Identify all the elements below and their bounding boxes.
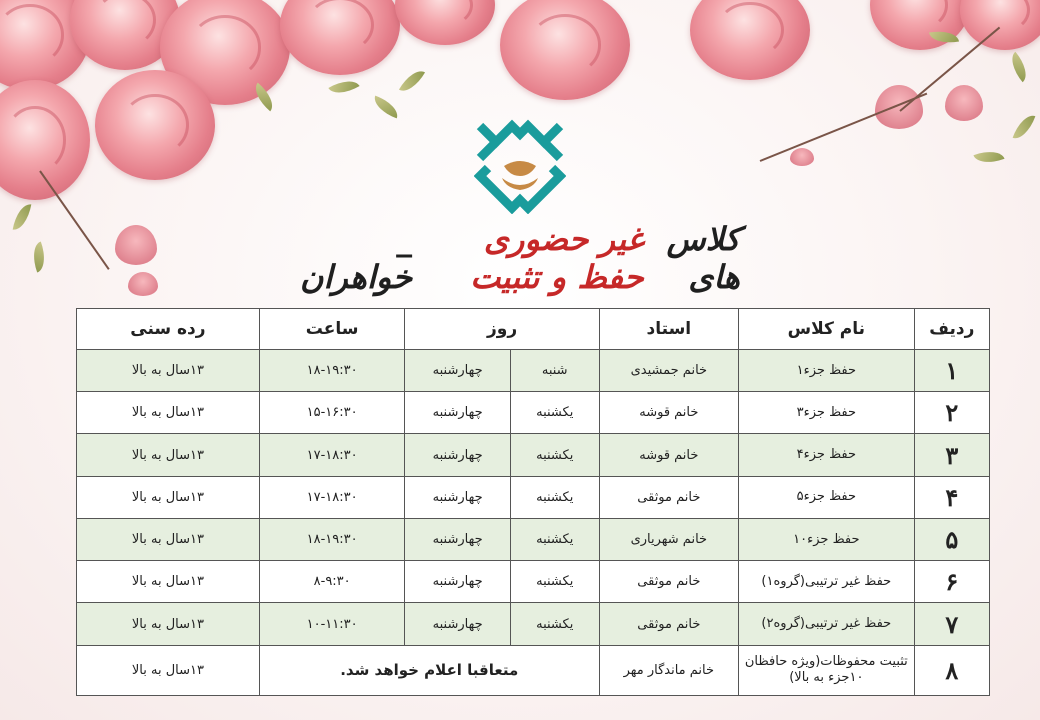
table-row — [77, 603, 990, 645]
table-row — [77, 476, 990, 518]
teacher-name: خانم موثقی — [599, 476, 738, 518]
table-row — [77, 434, 990, 476]
class-time: ۱۰-۱۱:۳۰ — [259, 603, 405, 645]
title-part-classes: کلاس های — [666, 220, 740, 296]
class-name: حفظ جزء۴ — [739, 434, 915, 476]
class-name: تثبیت محفوظات(ویژه حافظان ۱۰جزء به بالا) — [739, 645, 915, 695]
schedule-announcement: متعاقبا اعلام خواهد شد. — [259, 645, 599, 695]
class-name: حفظ غیر ترتیبی(گروه۲) — [739, 603, 915, 645]
class-time: ۱۸-۱۹:۳۰ — [259, 518, 405, 560]
class-name: حفظ جزء۱۰ — [739, 518, 915, 560]
row-number: ۸ — [914, 645, 989, 695]
teacher-name: خانم قوشه — [599, 434, 738, 476]
table-header-row — [77, 309, 990, 350]
row-number: ۶ — [914, 561, 989, 603]
header-teacher: استاد — [599, 309, 738, 350]
class-name: حفظ جزء۵ — [739, 476, 915, 518]
row-number: ۵ — [914, 518, 989, 560]
row-number: ۲ — [914, 392, 989, 434]
class-time: ۱۸-۱۹:۳۰ — [259, 350, 405, 392]
day-second: چهارشنبه — [405, 434, 510, 476]
class-time: ۱۷-۱۸:۳۰ — [259, 476, 405, 518]
day-first: یکشنبه — [510, 434, 599, 476]
class-time: ۸-۹:۳۰ — [259, 561, 405, 603]
day-first: یکشنبه — [510, 392, 599, 434]
table-row — [77, 518, 990, 560]
teacher-name: خانم قوشه — [599, 392, 738, 434]
day-second: چهارشنبه — [405, 392, 510, 434]
teacher-name: خانم جمشیدی — [599, 350, 738, 392]
age-group: ۱۳سال به بالا — [77, 476, 260, 518]
day-second: چهارشنبه — [405, 476, 510, 518]
class-name: حفظ جزء۳ — [739, 392, 915, 434]
table-row — [77, 350, 990, 392]
day-first: یکشنبه — [510, 603, 599, 645]
day-second: چهارشنبه — [405, 350, 510, 392]
row-number: ۷ — [914, 603, 989, 645]
teacher-name: خانم ماندگار مهر — [599, 645, 738, 695]
page-title — [300, 220, 740, 296]
header-class-name: نام کلاس — [739, 309, 915, 350]
teacher-name: خانم شهریاری — [599, 518, 738, 560]
institute-logo — [474, 118, 566, 214]
day-first: یکشنبه — [510, 476, 599, 518]
row-number: ۱ — [914, 350, 989, 392]
class-name: حفظ غیر ترتیبی(گروه۱) — [739, 561, 915, 603]
day-first: شنبه — [510, 350, 599, 392]
teacher-name: خانم موثقی — [599, 561, 738, 603]
class-time: ۱۷-۱۸:۳۰ — [259, 434, 405, 476]
age-group: ۱۳سال به بالا — [77, 434, 260, 476]
table-row — [77, 392, 990, 434]
age-group: ۱۳سال به بالا — [77, 603, 260, 645]
age-group: ۱۳سال به بالا — [77, 392, 260, 434]
header-age-group: رده سنی — [77, 309, 260, 350]
day-first: یکشنبه — [510, 561, 599, 603]
table-row — [77, 561, 990, 603]
row-number: ۳ — [914, 434, 989, 476]
title-part-program: غیر حضوری حفظ و تثبیت — [470, 220, 644, 296]
day-second: چهارشنبه — [405, 561, 510, 603]
age-group: ۱۳سال به بالا — [77, 518, 260, 560]
class-schedule-table — [76, 308, 990, 696]
header-day: روز — [405, 309, 599, 350]
header-time: ساعت — [259, 309, 405, 350]
class-name: حفظ جزء۱ — [739, 350, 915, 392]
header-row-number: ردیف — [914, 309, 989, 350]
age-group: ۱۳سال به بالا — [77, 561, 260, 603]
table-row — [77, 645, 990, 695]
teacher-name: خانم موثقی — [599, 603, 738, 645]
day-second: چهارشنبه — [405, 518, 510, 560]
age-group: ۱۳سال به بالا — [77, 350, 260, 392]
title-part-sisters: _ خواهران — [300, 220, 413, 296]
class-time: ۱۵-۱۶:۳۰ — [259, 392, 405, 434]
row-number: ۴ — [914, 476, 989, 518]
day-first: یکشنبه — [510, 518, 599, 560]
age-group: ۱۳سال به بالا — [77, 645, 260, 695]
day-second: چهارشنبه — [405, 603, 510, 645]
